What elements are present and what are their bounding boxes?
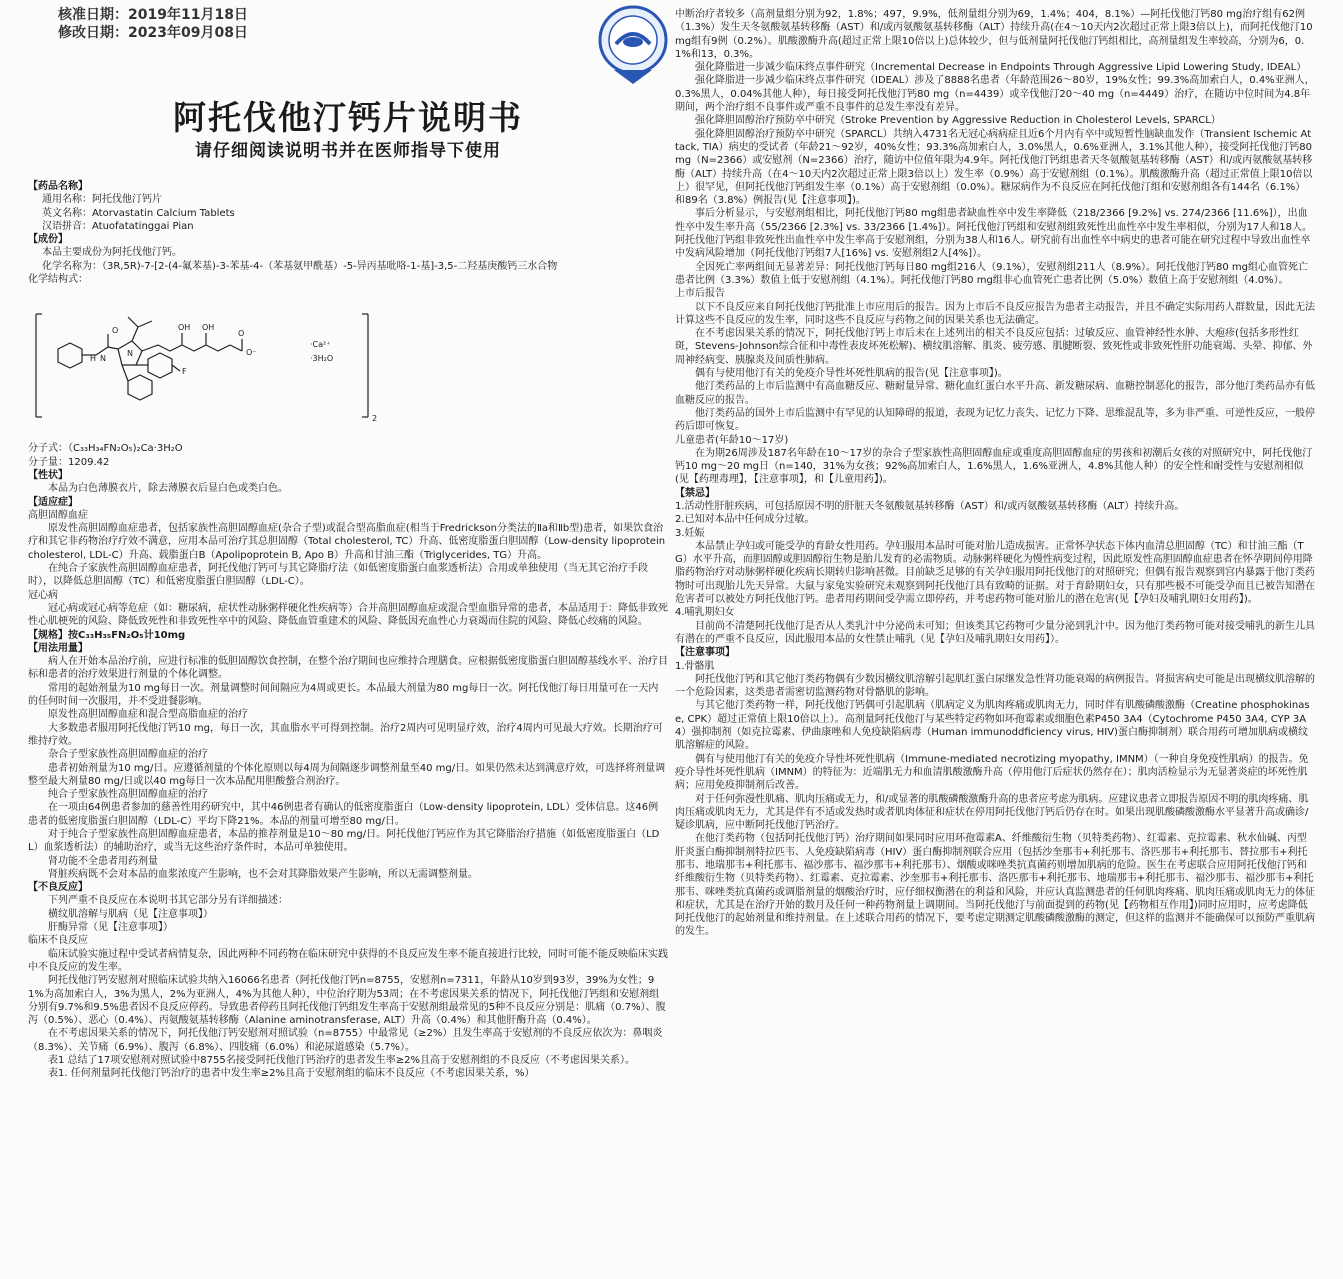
paragraph: 在为期26周涉及187名年龄在10～17岁的杂合子型家族性高胆固醇血症或重度高胆固醇血症的男孩和初潮后女孩的对照研究中，阿托伐他汀钙10 mg～20 mg日（n=140，31%为女孩；92%高加索白人，1.6%黑人，1.6%亚洲人，4.8%其他人种）的安全性和耐受性与安慰剂相似(见【药理毒理】，【注意事项】，和【儿童用药】)。 [675,447,1313,486]
paragraph: 1.活动性肝脏疾病，可包括原因不明的肝脏天冬氨酸氨基转移酶（AST）和/或丙氨酸氨基转移酶（ALT）持续升高。 [675,500,1185,512]
paragraph: 本品禁止孕妇或可能受孕的育龄女性用药。孕妇服用本品时可能对胎儿造成损害。正常怀孕状态下体内血清总胆固醇（TC）和甘油三酯（TG）水平升高，而胆固醇或胆固醇衍生物是胎儿发育的必需物质。动脉粥样硬化为慢性病变过程，因此原发性高胆固醇血症患者在怀孕期间停用降脂药物治疗对动脉粥样硬化疾病长期转归影响甚微。目前缺乏足够的有关孕妇服用阿托伐他汀的对照研究；但偶有报告观察到宫内暴露于他汀类药物时可出现胎儿先天异常。大鼠与家兔实验研究未观察到阿托伐他汀具有致畸的证据。对于育龄期妇女，只有那些极不可能受孕而且已被告知潜在危害者可以被处方阿托伐他汀钙。患者用药期间受孕需立即停药，并考虑药物可能对胎儿的潜在危害(见【孕妇及哺乳期妇女用药】)。 [675,540,1315,606]
paragraph: 横纹肌溶解与肌病（见【注意事项】） [48,908,213,920]
paragraph: 大多数患者服用阿托伐他汀钙10 mg，每日一次，其血脂水平可得到控制。治疗2周内可见明显疗效，治疗4周内可见最大疗效。长期治疗可维持疗效。 [28,722,663,747]
section-heading: 【适应症】 [28,496,78,508]
paragraph: 他汀类药品的上市后监测中有高血糖反应、糖耐量异常、糖化血红蛋白水平升高、新发糖尿病、血糖控制恶化的报告，部分他汀类药品亦有低血糖反应的报告。 [675,381,1315,406]
svg-text:O: O [238,329,245,339]
svg-text:OH: OH [178,323,191,333]
chemical-structure-diagram [28,289,388,439]
paragraph: 4.哺乳期妇女 [675,607,735,619]
dates-block [58,6,248,42]
section-heading: 【成份】 [28,234,68,246]
left-body [28,180,668,1081]
paragraph: 化学结构式： [28,274,88,286]
svg-text:2: 2 [372,414,378,424]
page-title: 阿托伐他汀钙片说明书 [173,98,523,137]
paragraph: 2.已知对本品中任何成分过敏。 [675,514,815,526]
right-body [675,8,1315,939]
paragraph: 临床不良反应 [28,935,88,947]
paragraph: 与其它他汀类药物一样，阿托伐他汀钙偶可引起肌病（肌病定义为肌肉疼痛或肌肉无力，同时伴有肌酸磷酸激酶（Creatine phosphokinase, CPK）超过正常值上限10倍以上）。高剂量阿托伐他汀与某些特定药物如环孢霉素或细胞色素P450 3A4（Cytochrome P450 3A4, CYP 3A4）强抑制剂（如克拉霉素、伊曲康唑和人免疫缺陷病毒（Human immunoddficiency virus, HIV)蛋白酶抑制剂）联合用药可增加肌病或横纹肌溶解症的风险。 [675,700,1310,752]
paragraph: 分子式：（C₃₃H₃₄FN₂O₅)₂Ca·3H₂O [28,443,183,455]
paragraph: 在他汀类药物（包括阿托伐他汀钙）治疗期间如果同时应用环孢霉素A、纤维酸衍生物（贝特类药物）、红霉素、克拉霉素、秋水仙碱、丙型肝炎蛋白酶抑制剂特拉匹韦、人免疫缺陷病毒（HIV）蛋白酶抑制剂联合应用（包括沙奎那韦+利托那韦、洛匹那韦+利托那韦、替拉那韦+利托那韦、地瑞那韦+利托那韦、福沙那韦、福沙那韦+利托那韦）、烟酸或咪唑类抗真菌药则增加肌病的危险。医生在考虑联合应用阿托伐他汀钙和纤维酸衍生物（贝特类药物）、红霉素、克拉霉素、沙奎那韦+利托那韦、洛匹那韦+利托那韦、地瑞那韦+利托那韦、福沙那韦、福沙那韦+利托那韦、咪唑类抗真菌药或调脂剂量的烟酸治疗时，应仔细权衡潜在的利益和风险，并应认真监测患者的任何肌肉疼痛、肌肉压痛或肌肉无力的体征和症状，尤其是在治疗开始的数月及任何一种药物剂量上调期间。当阿托伐他汀与前面提到的药物(见【药物相互作用】)同时应用时，应考虑降低阿托伐他汀的起始剂量和维持剂量。在上述联合用药的情况下，要考虑定期测定肌酸磷酸激酶的测定，但这样的监测并不能确保可以预防严重肌病的发生。 [675,833,1315,938]
paragraph: 在不考虑因果关系的情况下，阿托伐他汀钙上市后未在上述列出的相关不良反应包括：过敏反应、血管神经性水肿、大疱疹(包括多形性红斑，Stevens-Johnson综合征和中毒性表皮坏死松解)、横纹肌溶解、肌炎、疲劳感、肌腱断裂、致死性或非致死性肝功能衰竭、头晕、抑郁、外周神经病变、胰腺炎及间质性肺病。 [675,328,1313,366]
paragraph: 偶有与使用他汀有关的免疫介导性坏死性肌病的报告(见【注意事项】)。 [695,368,1008,380]
paragraph: 本品为白色薄膜衣片，除去薄膜衣后显白色或类白色。 [48,483,288,495]
paragraph: 病人在开始本品治疗前，应进行标准的低胆固醇饮食控制，在整个治疗期间也应维持合理膳食。应根据低密度脂蛋白胆固醇基线水平、治疗目标和患者的治疗效果进行剂量的个体化调整。 [28,656,668,681]
left-column [28,0,668,1279]
paragraph: 儿童患者(年龄10～17岁) [675,434,789,446]
paragraph: 1.骨骼肌 [675,660,715,672]
paragraph: 冠心病 [28,589,58,601]
paragraph: 表1. 任何剂量阿托伐他汀钙治疗的患者中发生率≥2%且高于安慰剂组的临床不良反应（不考虑因果关系，%） [48,1068,535,1080]
paragraph: 高胆固醇血症 [28,509,88,521]
svg-text:N: N [100,354,106,364]
svg-text:·Ca²⁺: ·Ca²⁺ [310,340,331,350]
svg-text:·3H₂O: ·3H₂O [310,354,334,364]
paragraph: 强化降脂进一步减少临床终点事件研究（Incremental Decrease in Endpoints Through Aggressive Lipid Lowering Study, IDEAL） [695,62,1307,74]
paragraph: 全因死亡率两组间无显著差异：阿托伐他汀钙每日80 mg组216人（9.1%），安慰剂组211人（8.9%）。阿托伐他汀钙80 mg组心血管死亡患者比例（3.3%）数值上低于安慰剂组（4.1%）。阿托伐他汀钙80 mg组非心血管死亡患者比例（5.0%）数值上高于安慰剂组（4.0%）。 [675,261,1308,286]
paragraph: 汉语拼音：Atuofatatinggai Pian [42,220,194,232]
paragraph: 强化降胆固醇治疗预防卒中研究（SPARCL）共纳入4731名无冠心病病症且近6个月内有卒中或短暂性脑缺血发作（Transient Ischemic Attack, TIA）病史的受试者（年龄21～92岁，40%女性；93.3%高加索白人，3.0%黑人，0.6%亚洲人，3.1%其他人种），接受阿托伐他汀钙80mg（N=2366）或安慰剂（N=2366）治疗，随访中位值年限为4.9年。阿托伐他汀钙组患者天冬氨酸氨基转移酶（AST）和/或丙氨酸氨基转移酶（ALT）持续升高（在4～10天内2次超过正常上限3倍以上）发生率（0.9%）高于安慰剂组（0.1%）。肌酸激酶升高（超过正常值上限10倍以上）很罕见，但阿托伐他汀钙组发生率（0.1%）高于安慰剂组（0.0%）。糖尿病作为不良反应在阿托伐他汀组和安慰剂组各有144名（6.1%）和89名（3.8%）例报告(见【注意事项】)。 [675,128,1313,207]
section-heading: 【用法用量】 [28,642,88,654]
consistency-evaluation-logo [594,4,668,86]
approval-date: 核准日期：2019年11月18日 [58,7,248,23]
paragraph: 偶有与使用他汀有关的免疫介导性坏死性肌病（Immune-mediated necrotizing myopathy, IMNM）（一种自身免疫性肌病）的报告。免疫介导性坏死性肌病（IMNM）的特征为：近端肌无力和血清肌酸激酶升高（停用他汀后症状仍然存在）；肌肉活检显示为无显著炎症的坏死性肌病；应用免疫抑制剂后改善。 [675,753,1309,792]
paragraph: 目前尚不清楚阿托伐他汀是否从人类乳汁中分泌尚未可知；但该类其它药物可少量分泌到乳汁中。因为他汀类药物可能对接受哺乳的新生儿具有潜在的严重不良反应，因此服用本品的女性禁止哺乳（见【孕妇及哺乳期妇女用药】）。 [675,620,1315,645]
svg-text:OH: OH [202,323,215,333]
paragraph: 事后分析显示，与安慰剂组相比，阿托伐他汀钙80 mg组患者缺血性卒中发生率降低（218/2366 [9.2%] vs. 274/2366 [11.6%]），出血性卒中发生率升高（55/2366 [2.3%] vs. 33/2366 [1.4%]）。阿托伐他汀钙组和安慰剂组致死性出血性卒中发生率相似，分别为17人和18人。阿托伐他汀钙组非致死性出血性卒中发生率高于安慰剂组，分别为38人和16人。研究前有出血性卒中病史的患者可能在研究过程中导致出血性卒中发病风险增加（阿托伐他汀钙组7人[16%] vs. 安慰剂组2人[4%]）。 [675,208,1312,260]
svg-text:H: H [90,354,97,364]
paragraph: 通用名称：阿托伐他汀钙片 [42,194,162,206]
svg-text:O⁻: O⁻ [246,348,257,358]
svg-text:N: N [127,349,133,359]
paragraph: 阿托伐他汀钙安慰剂对照临床试验共纳入16066名患者（阿托伐他汀钙n=8755，安慰剂n=7311，年龄从10岁到93岁，39%为女性；91%为高加索白人，3%为黑人，2%为亚洲人，4%为其他人种），中位治疗期为53周；在不考虑因果关系的情况下，阿托伐他汀钙组和安慰剂组分别有9.7%和9.5%患者因不良反应停药。导致患者停药且阿托伐他汀钙组发生率高于安慰剂组最常见的5种不良反应分别是：肌痛（0.7%）、腹泻（0.5%）、恶心（0.4%）、丙氨酸氨基转移酶（Alanine aminotransferase, ALT）升高（0.4%）和其他肝酶升高（0.4%）。 [28,975,666,1027]
paragraph: 中断治疗者较多（高剂量组分别为92，1.8%；497，9.9%，低剂量组分别为69，1.4%；404，8.1%）—阿托伐他汀钙80 mg治疗组有62例（1.3%）发生天冬氨酸氨基转移酶（AST）和/或丙氨酸氨基转移酶（ALT）持续升高(在4～10天内2次超过正常上限3倍以上)，而阿托伐他汀10 mg组有9例（0.2%）。肌酸激酶升高(超过正常上限10倍以上)总体较少，但与低剂量阿托伐他汀钙组相比，高剂量组发生率较高，分别为6，0.1%和13，0.3%。 [675,9,1313,60]
section-heading: 【性状】 [28,469,68,481]
paragraph: 肝酶异常（见【注意事项】） [48,922,173,934]
section-heading: 【注意事项】 [675,647,735,659]
section-heading: 【禁忌】 [675,487,715,499]
paragraph: 纯合子型家族性高胆固醇血症的治疗 [48,789,208,801]
paragraph: 冠心病或冠心病等危症（如：糖尿病，症状性动脉粥样硬化性疾病等）合并高胆固醇血症或混合型血脂异常的患者，本品适用于：降低非致死性心肌梗死的风险、降低致死性和非致死性卒中的风险、降低血管重建术的风险、降低因充血性心力衰竭而住院的风险、降低心绞痛的风险。 [28,602,668,628]
paragraph: 肾脏疾病既不会对本品的血浆浓度产生影响，也不会对其降脂效果产生影响，所以无需调整剂量。 [48,868,478,880]
paragraph: 患者初始剂量为10 mg/日。应遵循剂量的个体化原则以每4周为间隔逐步调整剂量至40 mg/日。如果仍然未达到满意疗效，可选择将剂量调整至最大剂量80 mg/日或以40 mg每日一次本品配用胆酸螯合剂治疗。 [28,762,666,787]
paragraph: 分子量：1209.42 [28,456,110,468]
paragraph: 表1 总结了17项安慰剂对照试验中8755名接受阿托伐他汀钙治疗的患者发生率≥2%且高于安慰剂组的不良反应（不考虑因果关系）。 [48,1055,635,1067]
paragraph: 对于纯合子型家族性高胆固醇血症患者，本品的推荐剂量是10～80 mg/日。阿托伐他汀钙应作为其它降脂治疗措施（如低密度脂蛋白（LDL）血浆透析法）的辅助治疗，或当无这些治疗条件时，本品可单独使用。 [28,828,660,854]
paragraph: 下列严重不良反应在本说明书其它部分另有详细描述： [48,895,288,907]
paragraph: 他汀类药品的国外上市后监测中有罕见的认知障碍的报道，表现为记忆力丧失、记忆力下降、思维混乱等，多为非严重、可逆性反应，一般停药后即可恢复。 [675,407,1315,433]
paragraph: 在一项由64例患者参加的慈善性用药研究中，其中46例患者有确认的低密度脂蛋白（Low-density lipoprotein, LDL）受体信息。这46例患者的低密度脂蛋白胆固醇（LDL-C）平均下降21%。本品的剂量可增至80 mg/日。 [28,802,659,827]
svg-text:O: O [112,326,119,336]
paragraph: 肾功能不全患者用药剂量 [48,855,158,867]
paragraph: 原发性高胆固醇血症患者，包括家族性高胆固醇血症(杂合子型)或混合型高脂血症(相当于Fredrickson分类法的Ⅱa和Ⅱb型)患者，如果饮食治疗和其它非药物治疗疗效不满意，应用本品可治疗其总胆固醇（Total cholesterol, TC）升高、低密度脂蛋白胆固醇（Low-density lipoprotein cholesterol, LDL-C）升高、载脂蛋白B（Apolipoprotein B, Apo B）升高和甘油三酯（Triglycerides, TG）升高。 [28,523,666,561]
paragraph: 3.妊娠 [675,527,705,539]
right-column [675,0,1315,1279]
paragraph: 临床试验实施过程中受试者病情复杂，因此两种不同药物在临床研究中获得的不良反应发生率不能直接进行比较，同时可能不能反映临床实践中不良反应的发生率。 [28,948,668,973]
paragraph: 以下不良反应来自阿托伐他汀钙批准上市应用后的报告。因为上市后不良反应报告为患者主动报告，并且不确定实际用药人群数量，因此无法计算这些不良反应的发生率，同时这些不良反应与药物之间的因果关系也无法确定。 [675,301,1315,326]
paragraph: 阿托伐他汀钙和其它他汀类药物偶有少数因横纹肌溶解引起肌红蛋白尿继发急性肾功能衰竭的病例报告。肾损害病史可能是出现横纹肌溶解的一个危险因素，这类患者需密切监测药物对骨骼肌的影响。 [675,673,1315,699]
section-heading: 【不良反应】 [28,882,88,894]
paragraph: 原发性高胆固醇血症和混合型高脂血症的治疗 [48,709,248,721]
section-heading: 【药品名称】 [28,181,88,192]
page-subtitle: 请仔细阅读说明书并在医师指导下使用 [195,141,501,161]
paragraph: 对于任何弥漫性肌痛、肌肉压痛或无力，和/或显著的肌酸磷酸激酶升高的患者应考虑为肌病。应建议患者立即报告原因不明的肌肉疼痛、肌肉压痛或肌肉无力，尤其是伴有不适或发热时或者肌肉体征和症状在停用阿托伐他汀钙后仍存在时。如果出现肌酸磷酸激酶水平显著升高或确诊/疑诊肌病，应中断阿托伐他汀钙治疗。 [675,793,1309,832]
paragraph: 本品主要成份为阿托伐他汀钙。 [42,247,182,259]
paragraph: 强化降脂进一步减少临床终点事件研究（IDEAL）涉及了8888名患者（年龄范围26～80岁，19%女性；99.3%高加索白人，0.4%亚洲人，0.3%黑人，0.04%其他人种），每日接受阿托伐他汀钙80 mg（n=4439）或辛伐他汀20～40 mg（n=4449）治疗，在随访中位时间为4.8年期间，两个治疗组不良事件或严重不良事件的总发生率没有差异。 [675,75,1315,114]
paragraph: 化学名称为：（3R,5R)-7-[2-(4-氟苯基)-3-苯基-4-（苯基氨甲酰基）-5-异丙基吡咯-1-基]-3,5-二羟基庚酸钙三水合物 [42,260,558,272]
paragraph: 在纯合子家族性高胆固醇血症患者，阿托伐他汀钙可与其它降脂疗法（如低密度脂蛋白血浆透析法）合用或单独使用（当无其它治疗手段时），以降低总胆固醇（TC）和低密度脂蛋白胆固醇（LDL-C）。 [28,563,648,588]
paragraph: 常用的起始剂量为10 mg每日一次。剂量调整时间间隔应为4周或更长。本品最大剂量为80 mg每日一次。阿托伐他汀每日用量可在一天内的任何时间一次服用，并不受进餐影响。 [28,682,659,708]
revision-date: 修改日期：2023年09月08日 [58,25,248,41]
svg-text:F: F [182,367,187,377]
chemical-structure [28,289,668,439]
paragraph: 在不考虑因果关系的情况下，阿托伐他汀钙安慰剂对照试验（n=8755）中最常见（≥2%）且发生率高于安慰剂的不良反应依次为：鼻咽炎（8.3%）、关节痛（6.9%）、腹泻（6.8%）、四肢痛（6.0%）和泌尿道感染（5.7%）。 [28,1028,663,1053]
section-heading: 【规格】按C₃₃H₃₅FN₂O₅计10mg [28,629,186,641]
paragraph: 杂合子型家族性高胆固醇血症的治疗 [48,749,208,761]
paragraph: 英文名称：Atorvastatin Calcium Tablets [42,207,235,219]
paragraph: 强化降胆固醇治疗预防卒中研究（Stroke Prevention by Aggressive Reduction in Cholesterol Levels, SPARCL） [695,115,1221,127]
paragraph: 上市后报告 [675,288,725,300]
